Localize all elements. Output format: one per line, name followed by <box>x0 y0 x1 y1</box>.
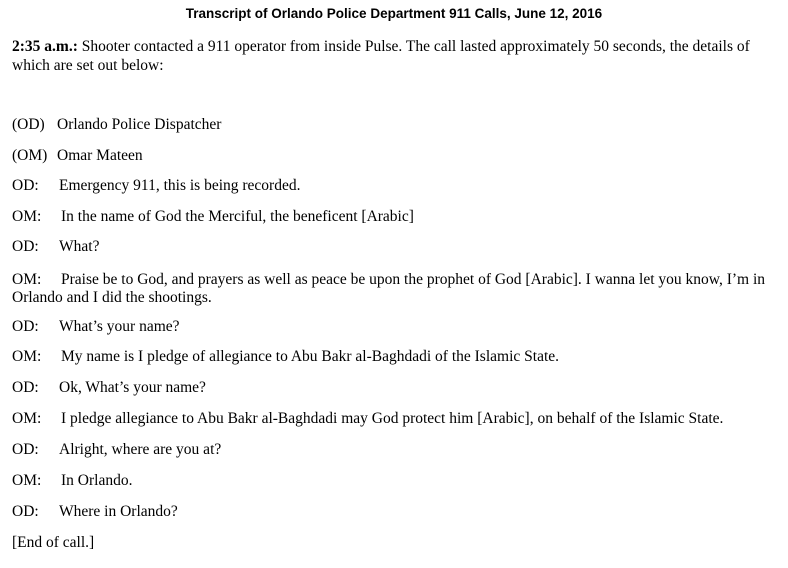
transcript-line <box>12 177 782 195</box>
speaker-label: OD: <box>12 503 39 520</box>
speaker-label: OM: <box>12 348 42 365</box>
line-text: I pledge allegiance to Abu Bakr al-Baghdadi may God protect him [Arabic], on behalf of the Islamic State. <box>61 410 724 427</box>
speaker-label: OM: <box>12 271 42 288</box>
line-text: Alright, where are you at? <box>59 441 222 458</box>
speaker-label: OM: <box>12 472 42 489</box>
legend-code: (OD) <box>12 116 45 133</box>
intro-time: 2:35 a.m.: <box>12 38 78 55</box>
line-text: In the name of God the Merciful, the beneficent [Arabic] <box>61 208 414 225</box>
legend-entry-od <box>12 116 782 134</box>
speaker-label: OM: <box>12 208 42 225</box>
line-text: Praise be to God, and prayers as well as peace be upon the prophet of God [Arabic]. I wanna let you know, I’m in Orlando and I did the shootings. <box>12 271 766 306</box>
line-text: Emergency 911, this is being recorded. <box>59 177 301 194</box>
transcript-line <box>12 208 782 226</box>
line-text: Ok, What’s your name? <box>59 379 206 396</box>
transcript-line <box>12 441 782 459</box>
transcript-line <box>12 238 782 256</box>
transcript-line <box>12 348 782 366</box>
transcript-line <box>12 503 782 521</box>
legend-entry-om <box>12 147 782 165</box>
speaker-label: OD: <box>12 318 39 335</box>
line-text: My name is I pledge of allegiance to Abu Bakr al-Baghdadi of the Islamic State. <box>61 348 560 365</box>
transcript-line <box>12 318 782 336</box>
legend-name: Orlando Police Dispatcher <box>57 116 222 133</box>
transcript-line <box>12 410 782 428</box>
speaker-label: OD: <box>12 238 39 255</box>
speaker-label: OD: <box>12 441 39 458</box>
legend-name: Omar Mateen <box>57 147 143 164</box>
legend-code: (OM) <box>12 147 48 164</box>
transcript-line <box>12 379 782 397</box>
line-text: Where in Orlando? <box>59 503 178 520</box>
intro-paragraph <box>12 37 782 75</box>
intro-text: Shooter contacted a 911 operator from inside Pulse. The call lasted approximately 50 seconds, the details of which are set out below: <box>12 38 750 74</box>
line-text: In Orlando. <box>61 472 133 489</box>
line-text: What’s your name? <box>59 318 180 335</box>
transcript-line <box>12 271 782 307</box>
speaker-label: OD: <box>12 177 39 194</box>
speaker-label: OD: <box>12 379 39 396</box>
transcript-line <box>12 472 782 490</box>
end-of-call-note: [End of call.] <box>12 534 95 551</box>
line-text: What? <box>59 238 100 255</box>
speaker-label: OM: <box>12 410 42 427</box>
document-title: Transcript of Orlando Police Department 911 Calls, June 12, 2016 <box>185 6 603 21</box>
